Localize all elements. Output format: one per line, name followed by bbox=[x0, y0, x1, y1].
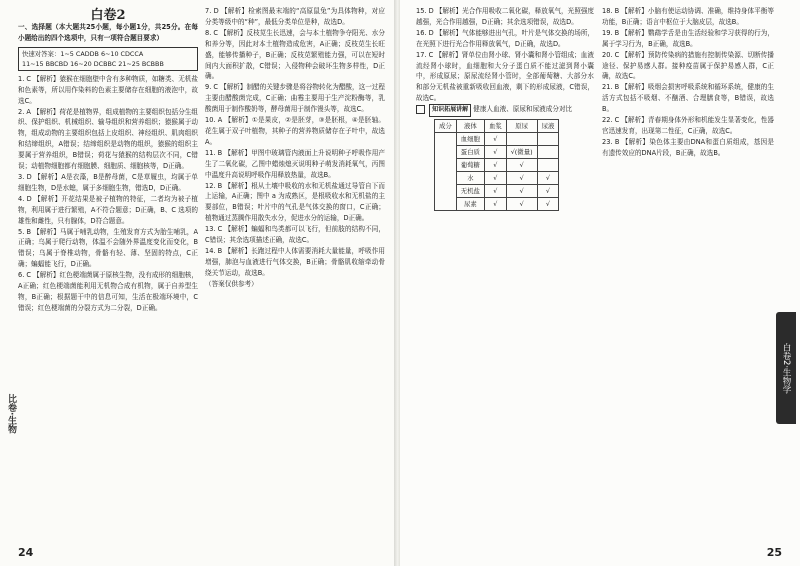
answer-item: 22. C 【解析】青春期身体外形和机能发生显著变化，性器官迅速发育，出现第二性征，C正确，故选C。 bbox=[602, 116, 774, 135]
table-cell: √ bbox=[537, 198, 559, 211]
table-header-cell: 成分 bbox=[435, 120, 457, 133]
answer-item: 1. C 【解析】猿猴在细胞壁中含有多种物质，如糖类、无机盐和色素等，所以用作染料的色素主要储存在细胞的液泡中，故选C。 bbox=[18, 74, 198, 105]
book-icon bbox=[416, 105, 425, 114]
page-number-left: 24 bbox=[18, 546, 34, 559]
answer-item: 2. A 【解析】荷花是植物界，组成植物的主要组织包括分生组织、保护组织、机械组织、输导组织和营养组织；猿猴属于动物，组成动物的主要组织包括上皮组织、神经组织、肌肉组织和结缔组织，A错误；结缔组织是动物的组织，猿猴的组织主要属于营养组织，B错误；荷花与猿猴的结构层次不同，C错误；动植物细胞都有细胞膜、细胞质、细胞核等，D正确。 bbox=[18, 107, 198, 171]
answer-item: 8. C 【解析】反枝苋生长迅速，会与本土植物争夺阳光、水分和养分等，因此对本土植物造成危害，A正确；反枝苋生长旺盛，能够传播种子，B正确；反枝苋繁殖能力强，可以在短时间内大面积扩散，C错误；入侵物种会破坏生物多样性，D正确。 bbox=[205, 28, 385, 81]
table-cell: 无机盐 bbox=[456, 185, 484, 198]
answer-item: 23. B 【解析】染色体主要由DNA和蛋白质组成，基因是有遗传效应的DNA片段，B正确，故选B。 bbox=[602, 137, 774, 157]
answer-key-box bbox=[18, 47, 198, 71]
page-number-right: 25 bbox=[766, 546, 782, 559]
table-cell: √ bbox=[506, 159, 537, 172]
left-column-2 bbox=[205, 6, 385, 546]
answer-item: 6. C 【解析】红色梗端菌属于原核生物，没有成形的细胞核，A正确；红色梗端菌能利用无机物合成有机物，属于自养型生物，B正确；根据题干中的信息可知，生活在极端环境中，C错误；红色梗端菌的分裂方式为二分裂，D正确。 bbox=[18, 271, 198, 312]
left-page bbox=[0, 0, 394, 566]
answer-item: 13. C 【解析】蝙蝠和鸟类都可以飞行，但前肢的结构不同，C错误；其余选项描述正确，故选C。 bbox=[205, 225, 385, 245]
table-cell: √ bbox=[484, 185, 506, 198]
table-cell: 尿素 bbox=[456, 198, 484, 211]
table-cell: √ bbox=[506, 185, 537, 198]
table-cell bbox=[537, 146, 559, 159]
table-cell bbox=[435, 133, 457, 211]
table-cell: √ bbox=[484, 198, 506, 211]
answer-item: 18. B 【解析】小脑有使运动协调、准确，维持身体平衡等功能，B正确；语言中枢位于大脑皮层，故选B。 bbox=[602, 7, 774, 26]
table-cell bbox=[537, 159, 559, 172]
table-cell bbox=[537, 133, 559, 146]
left-side-label: 比卷·生物 bbox=[6, 394, 16, 434]
table-cell: 蛋白质 bbox=[456, 146, 484, 159]
answer-item: 5. B 【解析】马属于哺乳动物，生殖发育方式为胎生哺乳，A正确；乌属于爬行动物，体温不会随外界温度变化而变化，B错误；乌属于脊椎动物，骨骼有轻、薄、坚固的特点，C正确；蝙蝠能飞行，D正确。 bbox=[18, 227, 198, 269]
answer-item: 10. A 【解析】①是果皮，②是胚芽，③是胚根，④是胚轴。花生属于双子叶植物，其种子的营养物质储存在子叶中，故选A。 bbox=[205, 116, 385, 146]
table-cell: √ bbox=[484, 146, 506, 159]
table-cell: 血细胞 bbox=[456, 133, 484, 146]
knowledge-text: 健康人血液、原尿和尿液成分对比 bbox=[473, 105, 573, 114]
answer-item: 20. C 【解析】预防传染病的措施有控制传染源、切断传播途径、保护易感人群。接种疫苗属于保护易感人群，C正确，故选C。 bbox=[602, 50, 774, 81]
table-header-cell: 尿液 bbox=[537, 120, 559, 133]
answer-item: 15. D 【解析】光合作用吸收二氧化碳，释放氧气，光照强度越强，光合作用越强，D正确；其余选项错误，故选D。 bbox=[416, 7, 594, 26]
table-row bbox=[435, 133, 559, 146]
left-column-1 bbox=[18, 22, 198, 562]
right-column-2 bbox=[602, 6, 774, 546]
answer-key-line1: 快速对答案：1~5 CADDB 6~10 CDCCA bbox=[22, 49, 144, 58]
knowledge-tag: 知识拓展讲解 bbox=[429, 104, 471, 117]
table-cell: √(微量) bbox=[506, 146, 537, 159]
table-header-cell: 血浆 bbox=[484, 120, 506, 133]
answer-item: 14. B 【解析】长跑过程中人体需要消耗大量能量，呼吸作用增强，肺泡与血液进行气体交换，B正确；骨骼肌收缩牵动骨绕关节运动，故选B。 bbox=[205, 246, 385, 277]
answer-item: 7. D 【解析】检索图最末端的“高原鼠兔”为具体物种，对应分类等级中的“种”，最低分类单位是种，故选D。 bbox=[205, 7, 385, 26]
table-cell: √ bbox=[484, 159, 506, 172]
answer-item: 9. C 【解析】制醋的关键步骤是将谷物转化为醋酸，这一过程主要由醋酸菌完成，C正确；曲霉主要用于生产淀粉酶等，乳酸菌用于制作酸奶等，酵母菌用于制作馒头等，故选C。 bbox=[205, 83, 385, 114]
answer-item: 11. B 【解析】甲图中玻璃管内液面上升说明种子呼吸作用产生了二氧化碳，乙图中蜡烛熄灭说明种子萌发消耗氧气，丙图中温度升高说明呼吸作用释放热量，故选B。 bbox=[205, 148, 385, 179]
answer-item: 17. C 【解析】肾单位由肾小球、肾小囊和肾小管组成；血液流经肾小球时，血细胞和大分子蛋白质不能过滤到肾小囊中，形成原尿；原尿流经肾小管时，全部葡萄糖、大部分水和部分无机盐被重新吸收回血液，剩下的形成尿液，C错误，故选C。 bbox=[416, 50, 594, 103]
note: （答案仅供参考） bbox=[205, 279, 258, 288]
table-cell: √ bbox=[484, 133, 506, 146]
table-cell: √ bbox=[506, 198, 537, 211]
table-cell: √ bbox=[506, 172, 537, 185]
answer-key-line2: 11~15 BBCBD 16~20 DCBBC 21~25 BCBBB bbox=[22, 59, 164, 68]
answer-item: 21. B 【解析】吸烟会损害呼吸系统和循环系统，健康的生活方式包括不吸烟、不酗酒、合理膳食等，B错误，故选B。 bbox=[602, 83, 774, 114]
table-cell: 水 bbox=[456, 172, 484, 185]
composition-table bbox=[434, 119, 559, 211]
answer-item: 12. B 【解析】根从土壤中吸收的水和无机盐通过导管自下而上运输，A正确；图中 a 为成熟区，是根吸收水和无机盐的主要部位，B错误；叶片中的气孔是气体交换的窗口，C正确；植物通过蒸腾作用散失水分，促进水分的运输，D正确。 bbox=[205, 181, 385, 223]
table-cell: √ bbox=[537, 172, 559, 185]
answer-item: 4. D 【解析】开花结果是被子植物的特征，二者均为被子植物，利用属于进行繁殖，A不符合题意；D正确，B、C 选项的雄性和雌性，只有腺体，D符合题意。 bbox=[18, 194, 198, 225]
answer-item: 19. B 【解析】鹦鹉学舌是由生活经验和学习获得的行为，属于学习行为，B正确，故选B。 bbox=[602, 28, 774, 48]
right-column-1 bbox=[416, 6, 594, 546]
table-cell bbox=[506, 133, 537, 146]
table-header-cell: 原尿 bbox=[506, 120, 537, 133]
table-cell: √ bbox=[484, 172, 506, 185]
answer-item: 3. D 【解析】A是衣藻，B是醉母菌，C是草履虫，均属于单细胞生物，D是水螅，属于多细胞生物，错选D，D正确。 bbox=[18, 172, 198, 192]
table-cell: 葡萄糖 bbox=[456, 159, 484, 172]
subject-side-tab: 白卷2·生物学 bbox=[776, 312, 796, 424]
answer-item: 16. D 【解析】气体能够进出气孔，叶片是气体交换的场所，在光照下进行光合作用释放氧气，D正确，故选D。 bbox=[416, 28, 594, 48]
table-header-row bbox=[435, 120, 559, 133]
table-cell: √ bbox=[537, 185, 559, 198]
page-title: 白卷2 bbox=[90, 8, 126, 23]
table-header-cell: 液体 bbox=[456, 120, 484, 133]
knowledge-heading bbox=[416, 104, 594, 117]
right-page bbox=[400, 0, 800, 566]
section-heading: 一、选择题（本大题共25小题，每小题1分，共25分。在每小题给出的四个选项中，只有一项符合题目要求） bbox=[18, 23, 198, 42]
